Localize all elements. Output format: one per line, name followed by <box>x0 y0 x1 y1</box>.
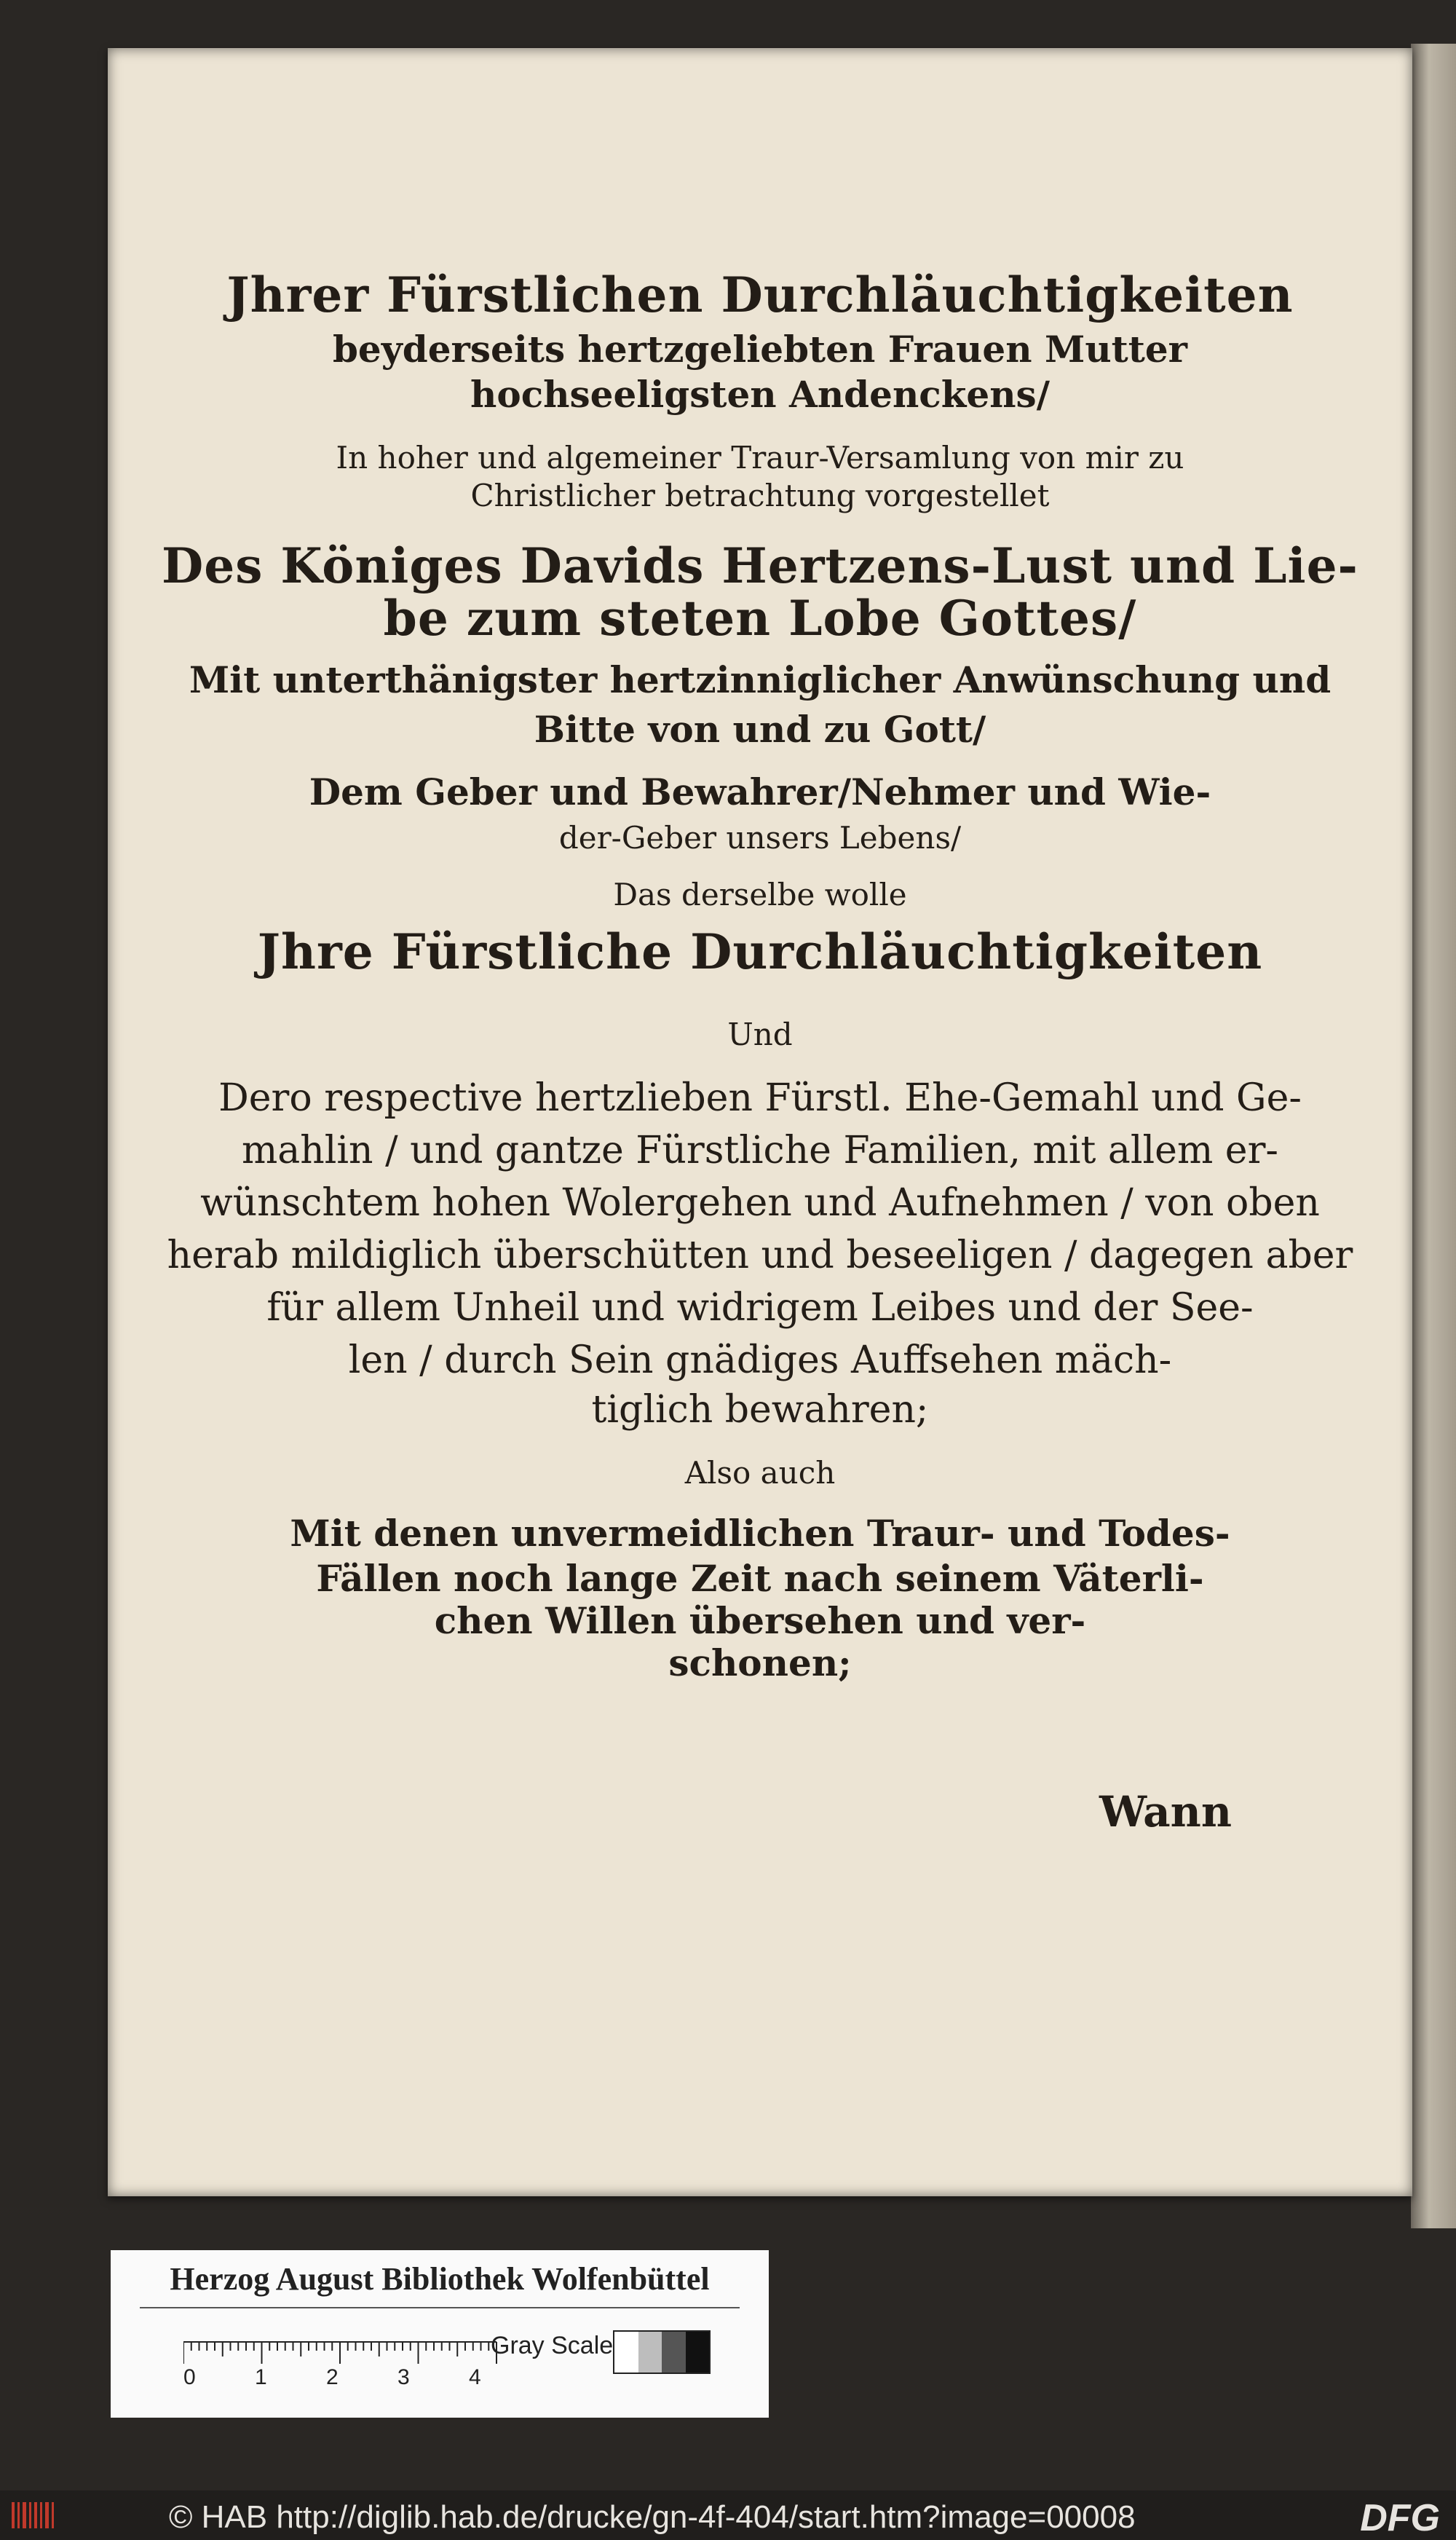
text-line: herab mildiglich überschütten und beseeligen / dagegen aber <box>167 1234 1353 1277</box>
ruler-number: 0 <box>183 2365 196 2389</box>
barcode-icon <box>10 2499 60 2531</box>
text-line: Jhre Fürstliche Durchläuchtigkeiten <box>257 923 1263 980</box>
gray-swatch-dark <box>662 2332 686 2373</box>
text-line: Des Königes Davids Hertzens-Lust und Lie- <box>162 537 1358 594</box>
ruler-ticks <box>183 2342 496 2364</box>
gray-swatch-white <box>614 2332 638 2373</box>
gray-swatch-black <box>686 2332 710 2373</box>
ruler-number: 2 <box>326 2365 339 2389</box>
text-line: In hoher und algemeiner Traur-Versamlung von mir zu <box>336 440 1184 476</box>
text-line: beyderseits hertzgeliebten Frauen Mutter <box>332 328 1188 371</box>
gray-swatch-light <box>638 2332 662 2373</box>
dfg-logo: DFG <box>1360 2497 1440 2539</box>
text-line: Christlicher betrachtung vorgestellet <box>470 478 1050 513</box>
text-line: Das derselbe wolle <box>613 877 907 912</box>
catchword: Wann <box>1099 1787 1232 1837</box>
book-page <box>108 48 1412 2196</box>
card-divider <box>140 2307 740 2308</box>
text-line: Dem Geber und Bewahrer/Nehmer und Wie- <box>309 770 1211 813</box>
text-line: be zum steten Lobe Gottes/ <box>383 590 1137 647</box>
text-line: Mit unterthänigster hertzinniglicher Anwünschung und <box>189 658 1332 701</box>
text-line: Mit denen unvermeidlichen Traur- und Todes- <box>290 1512 1230 1555</box>
library-title: Herzog August Bibliothek Wolfenbüttel <box>170 2261 710 2297</box>
facing-page-edge <box>1411 44 1456 2228</box>
text-line: für allem Unheil und widrigem Leibes und der See- <box>266 1286 1254 1330</box>
text-line: hochseeligsten Andenckens/ <box>470 373 1050 416</box>
text-line: chen Willen übersehen und ver- <box>434 1599 1086 1642</box>
footer-credit-link[interactable]: © HAB http://diglib.hab.de/drucke/gn-4f-404/start.htm?image=00008 <box>169 2499 1136 2535</box>
ruler-number: 3 <box>397 2365 410 2389</box>
library-color-card <box>111 2250 769 2418</box>
text-line: Jhrer Fürstlichen Durchläuchtigkeiten <box>226 267 1294 323</box>
ruler-number: 1 <box>255 2365 267 2389</box>
text-line: tiglich bewahren; <box>591 1388 929 1432</box>
text-line: mahlin / und gantze Fürstliche Familien, mit allem er- <box>241 1129 1278 1172</box>
text-line: Und <box>727 1017 793 1052</box>
gray-scale-swatches <box>613 2330 711 2374</box>
text-line: Bitte von und zu Gott/ <box>534 708 986 751</box>
gray-scale-label: Gray Scale <box>491 2332 614 2359</box>
text-line: Dero respective hertzlieben Fürstl. Ehe-Gemahl und Ge- <box>218 1076 1302 1120</box>
text-line: schonen; <box>668 1641 852 1684</box>
page-text <box>108 48 1412 2196</box>
footer-bar <box>0 2490 1456 2540</box>
ruler-number: 4 <box>469 2365 481 2389</box>
text-line: wünschtem hohen Wolergehen und Aufnehmen / von oben <box>200 1181 1320 1225</box>
text-line: der-Geber unsers Lebens/ <box>558 820 962 856</box>
text-line: Fällen noch lange Zeit nach seinem Väterli- <box>316 1557 1204 1600</box>
text-line: len / durch Sein gnädiges Auffsehen mäch- <box>348 1338 1172 1382</box>
text-line: Also auch <box>684 1455 836 1491</box>
